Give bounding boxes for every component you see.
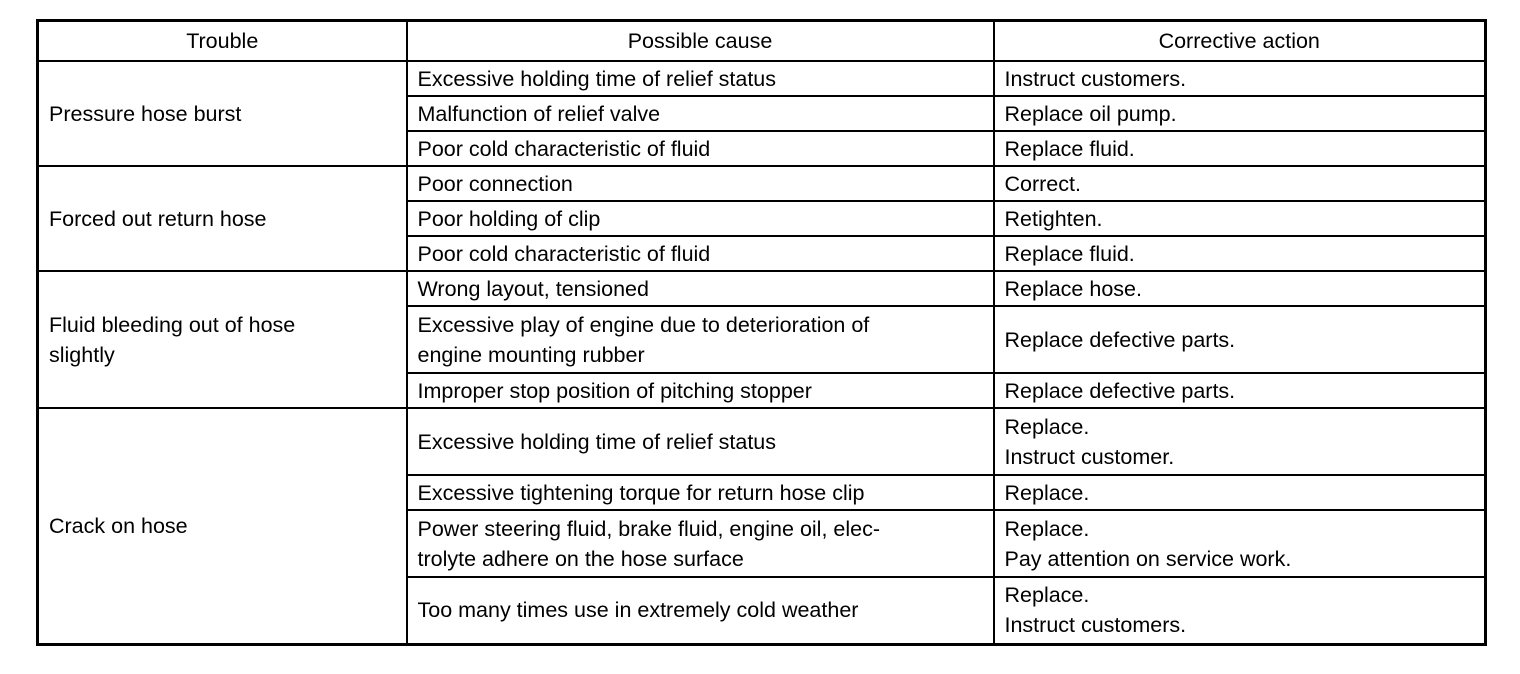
corrective-action-cell xyxy=(994,166,1486,201)
corrective-action-cell xyxy=(994,271,1486,306)
table-row xyxy=(38,61,1486,96)
possible-cause-cell xyxy=(407,61,994,96)
possible-cause-cell xyxy=(407,96,994,131)
corrective-action-cell xyxy=(994,201,1486,236)
table-body xyxy=(38,61,1486,644)
corrective-action-text: Replace. xyxy=(1004,516,1090,541)
possible-cause-text: Too many times use in extremely cold weather xyxy=(417,598,859,623)
possible-cause-cell xyxy=(407,510,994,577)
corrective-action-cell xyxy=(994,475,1486,510)
corrective-action-text: Instruct customers. xyxy=(1004,613,1187,638)
possible-cause-cell xyxy=(407,236,994,271)
corrective-action-cell xyxy=(994,408,1486,475)
possible-cause-text: Poor holding of clip xyxy=(417,206,601,231)
possible-cause-cell xyxy=(407,373,994,408)
corrective-action-cell xyxy=(994,306,1486,373)
possible-cause-cell xyxy=(407,166,994,201)
corrective-action-text: Instruct customer. xyxy=(1004,444,1175,469)
possible-cause-text: Excessive holding time of relief status xyxy=(417,66,776,91)
corrective-action-text: Correct. xyxy=(1004,171,1081,196)
possible-cause-text: Improper stop position of pitching stopper xyxy=(417,378,812,403)
corrective-action-text: Replace fluid. xyxy=(1004,241,1135,266)
corrective-action-cell xyxy=(994,96,1486,131)
possible-cause-cell xyxy=(407,475,994,510)
corrective-action-text: Replace. xyxy=(1004,414,1090,439)
possible-cause-text: Poor cold characteristic of fluid xyxy=(417,241,711,266)
corrective-action-cell xyxy=(994,577,1486,644)
possible-cause-cell xyxy=(407,131,994,166)
header-row xyxy=(38,21,1486,62)
table-row xyxy=(38,271,1486,306)
troubleshooting-table xyxy=(36,19,1487,646)
table-row xyxy=(38,166,1486,201)
possible-cause-cell xyxy=(407,408,994,475)
trouble-text: Pressure hose burst xyxy=(49,101,242,126)
corrective-action-cell xyxy=(994,131,1486,166)
trouble-cell xyxy=(38,408,407,644)
trouble-text: slightly xyxy=(49,342,115,367)
corrective-action-cell xyxy=(994,510,1486,577)
possible-cause-text: trolyte adhere on the hose surface xyxy=(417,546,744,571)
corrective-action-text: Replace oil pump. xyxy=(1004,101,1177,126)
possible-cause-text: Poor cold characteristic of fluid xyxy=(417,136,711,161)
trouble-text: Crack on hose xyxy=(49,513,188,538)
possible-cause-text: Excessive holding time of relief status xyxy=(417,429,776,454)
corrective-action-text: Replace. xyxy=(1004,480,1090,505)
trouble-cell xyxy=(38,166,407,271)
possible-cause-cell xyxy=(407,306,994,373)
possible-cause-cell xyxy=(407,577,994,644)
trouble-text: Fluid bleeding out of hose xyxy=(49,312,296,337)
possible-cause-text: Power steering fluid, brake fluid, engine oil, elec- xyxy=(417,516,881,541)
corrective-action-text: Replace. xyxy=(1004,583,1090,608)
corrective-action-text: Pay attention on service work. xyxy=(1004,546,1292,571)
corrective-action-cell xyxy=(994,373,1486,408)
corrective-action-text: Replace defective parts. xyxy=(1004,378,1236,403)
corrective-action-text: Replace defective parts. xyxy=(1004,327,1236,352)
corrective-action-text: Replace hose. xyxy=(1004,276,1142,301)
possible-cause-text: Malfunction of relief valve xyxy=(417,101,661,126)
possible-cause-text: Wrong layout, tensioned xyxy=(417,276,649,301)
header-trouble: Trouble xyxy=(38,21,407,62)
possible-cause-text: Poor connection xyxy=(417,171,573,196)
possible-cause-cell xyxy=(407,201,994,236)
possible-cause-text: Excessive play of engine due to deterioration of xyxy=(417,312,870,337)
corrective-action-text: Replace fluid. xyxy=(1004,136,1135,161)
corrective-action-text: Retighten. xyxy=(1004,206,1103,231)
trouble-cell xyxy=(38,271,407,408)
possible-cause-text: Excessive tightening torque for return hose clip xyxy=(417,480,865,505)
header-corrective-action: Corrective action xyxy=(994,21,1486,62)
possible-cause-cell xyxy=(407,271,994,306)
corrective-action-cell xyxy=(994,61,1486,96)
corrective-action-cell xyxy=(994,236,1486,271)
trouble-text: Forced out return hose xyxy=(49,206,267,231)
trouble-cell xyxy=(38,61,407,166)
corrective-action-text: Instruct customers. xyxy=(1004,66,1187,91)
possible-cause-text: engine mounting rubber xyxy=(417,342,645,367)
table-row xyxy=(38,408,1486,475)
header-possible-cause: Possible cause xyxy=(407,21,994,62)
